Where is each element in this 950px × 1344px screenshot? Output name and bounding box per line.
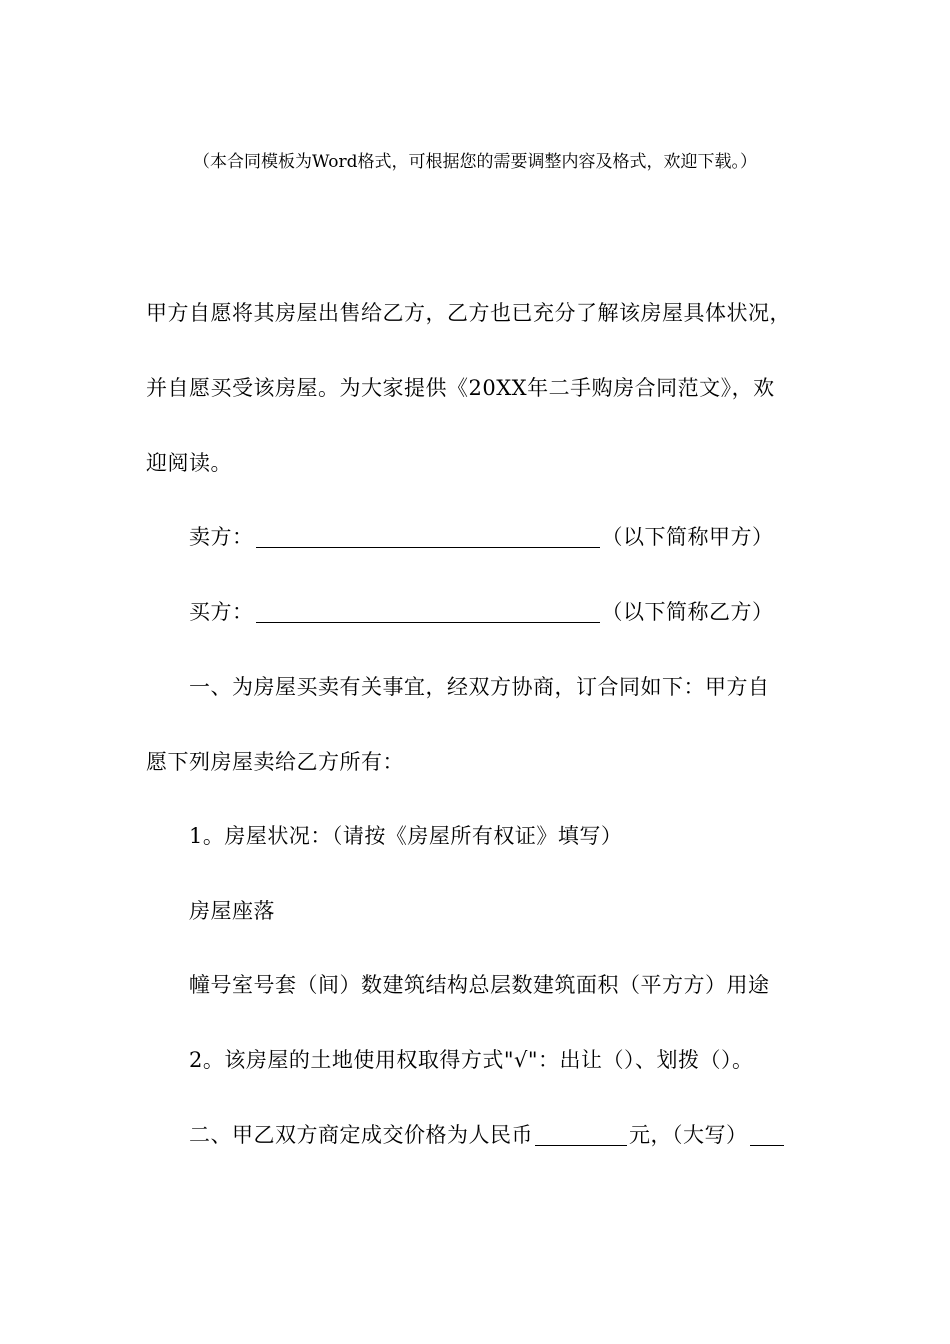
template-note: （本合同模板为Word格式，可根据您的需要调整内容及格式，欢迎下载。） <box>192 152 758 172</box>
clause1-line-1: 一、为房屋买卖有关事宜，经双方协商，订合同如下：甲方自 <box>189 675 770 699</box>
item1-line: 1。房屋状况：（请按《房屋所有权证》填写） <box>189 824 623 848</box>
seller-suffix: （以下简称甲方） <box>601 525 774 549</box>
seller-blank[interactable] <box>256 525 600 548</box>
price-blank[interactable] <box>535 1123 627 1146</box>
item2-line: 2。该房屋的土地使用权取得方式"√"：出让（）、划拨（）。 <box>189 1048 754 1072</box>
seller-label: 卖方： <box>189 525 254 549</box>
clause2-line <box>189 1120 784 1150</box>
price-capital-blank[interactable] <box>750 1123 784 1146</box>
seller-line <box>189 522 774 552</box>
intro-line-2: 并自愿买受该房屋。为大家提供《20XX年二手购房合同范文》，欢 <box>146 376 775 400</box>
clause2-middle: 元，（大写） <box>629 1123 748 1147</box>
clause1-line-2: 愿下列房屋卖给乙方所有： <box>146 750 404 774</box>
clause2-prefix: 二、甲乙双方商定成交价格为人民币 <box>189 1123 533 1147</box>
table-header-line: 幢号室号套（间）数建筑结构总层数建筑面积（平方方）用途 <box>189 973 770 997</box>
buyer-label: 买方： <box>189 600 254 624</box>
intro-line-3: 迎阅读。 <box>146 451 232 475</box>
buyer-suffix: （以下简称乙方） <box>601 600 774 624</box>
intro-line-1: 甲方自愿将其房屋出售给乙方，乙方也已充分了解该房屋具体状况， <box>146 301 791 325</box>
buyer-line <box>189 597 774 627</box>
location-line: 房屋座落 <box>189 899 275 923</box>
buyer-blank[interactable] <box>256 600 600 623</box>
